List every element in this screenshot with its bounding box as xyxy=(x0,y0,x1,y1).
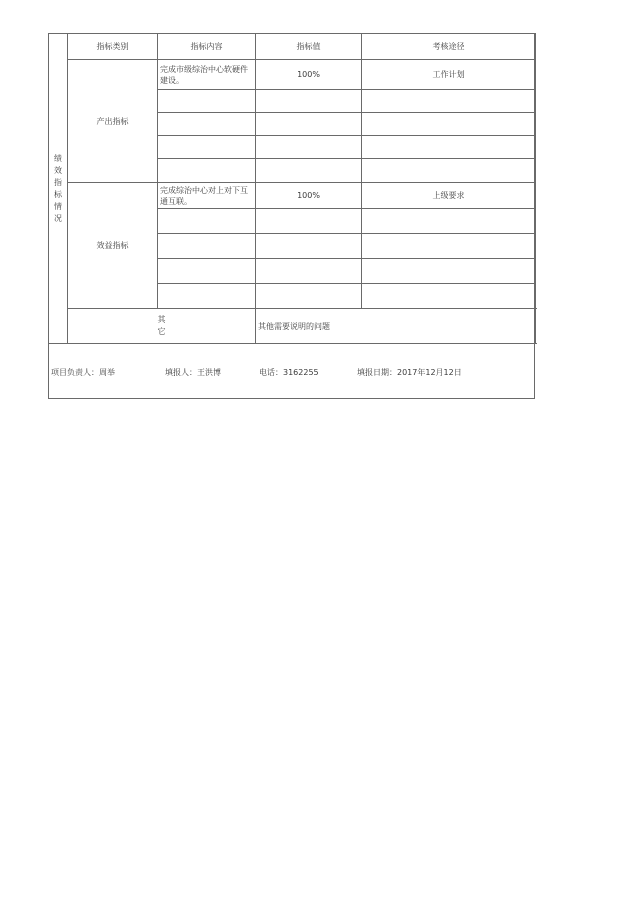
output-value-cell: 100% xyxy=(256,60,362,90)
leader-value: 周举 xyxy=(99,368,115,377)
leader-field xyxy=(51,367,115,378)
performance-indicator-table xyxy=(48,33,536,344)
other-label: 其它 xyxy=(157,315,166,336)
empty-cell xyxy=(362,209,536,234)
other-text-cell: 其他需要说明的问题 xyxy=(256,309,536,344)
empty-cell xyxy=(362,234,536,259)
phone-field xyxy=(259,367,319,378)
table-row xyxy=(49,183,536,209)
empty-cell xyxy=(158,113,256,136)
phone-value: 3162255 xyxy=(283,368,319,377)
empty-cell xyxy=(362,259,536,284)
header-content: 指标内容 xyxy=(158,34,256,60)
empty-cell xyxy=(256,259,362,284)
output-group-label: 产出指标 xyxy=(68,60,158,183)
header-category: 指标类别 xyxy=(68,34,158,60)
signature-footer xyxy=(48,346,535,399)
empty-cell xyxy=(158,259,256,284)
table-row xyxy=(49,60,536,90)
empty-cell xyxy=(362,113,536,136)
empty-cell xyxy=(158,209,256,234)
empty-cell xyxy=(256,284,362,309)
output-method-cell: 工作计划 xyxy=(362,60,536,90)
empty-cell xyxy=(158,284,256,309)
header-value: 指标值 xyxy=(256,34,362,60)
empty-cell xyxy=(362,159,536,183)
empty-cell xyxy=(362,284,536,309)
empty-cell xyxy=(158,90,256,113)
empty-cell xyxy=(362,136,536,159)
header-method: 考核途径 xyxy=(362,34,536,60)
benefit-value-cell: 100% xyxy=(256,183,362,209)
empty-cell xyxy=(256,113,362,136)
benefit-group-label: 效益指标 xyxy=(68,183,158,309)
empty-cell xyxy=(256,90,362,113)
other-row xyxy=(49,309,536,344)
empty-cell xyxy=(158,136,256,159)
other-label-cell xyxy=(68,309,256,344)
leader-label: 项目负责人： xyxy=(51,368,99,377)
benefit-method-cell: 上级要求 xyxy=(362,183,536,209)
section-label: 绩效指标情况 xyxy=(54,153,62,223)
table-header-row xyxy=(49,34,536,60)
filler-field xyxy=(165,367,221,378)
empty-cell xyxy=(256,136,362,159)
empty-cell xyxy=(158,159,256,183)
output-content-cell: 完成市级综治中心软硬件建设。 xyxy=(158,60,256,90)
date-label: 填报日期： xyxy=(357,368,397,377)
section-label-cell xyxy=(49,34,68,344)
filler-label: 填报人： xyxy=(165,368,197,377)
date-value: 2017年12月12日 xyxy=(397,368,462,377)
empty-cell xyxy=(256,209,362,234)
phone-label: 电话： xyxy=(259,368,283,377)
benefit-content-cell: 完成综治中心对上对下互通互联。 xyxy=(158,183,256,209)
date-field xyxy=(357,367,462,378)
empty-cell xyxy=(362,90,536,113)
empty-cell xyxy=(256,234,362,259)
empty-cell xyxy=(158,234,256,259)
filler-value: 王洪博 xyxy=(197,368,221,377)
empty-cell xyxy=(256,159,362,183)
